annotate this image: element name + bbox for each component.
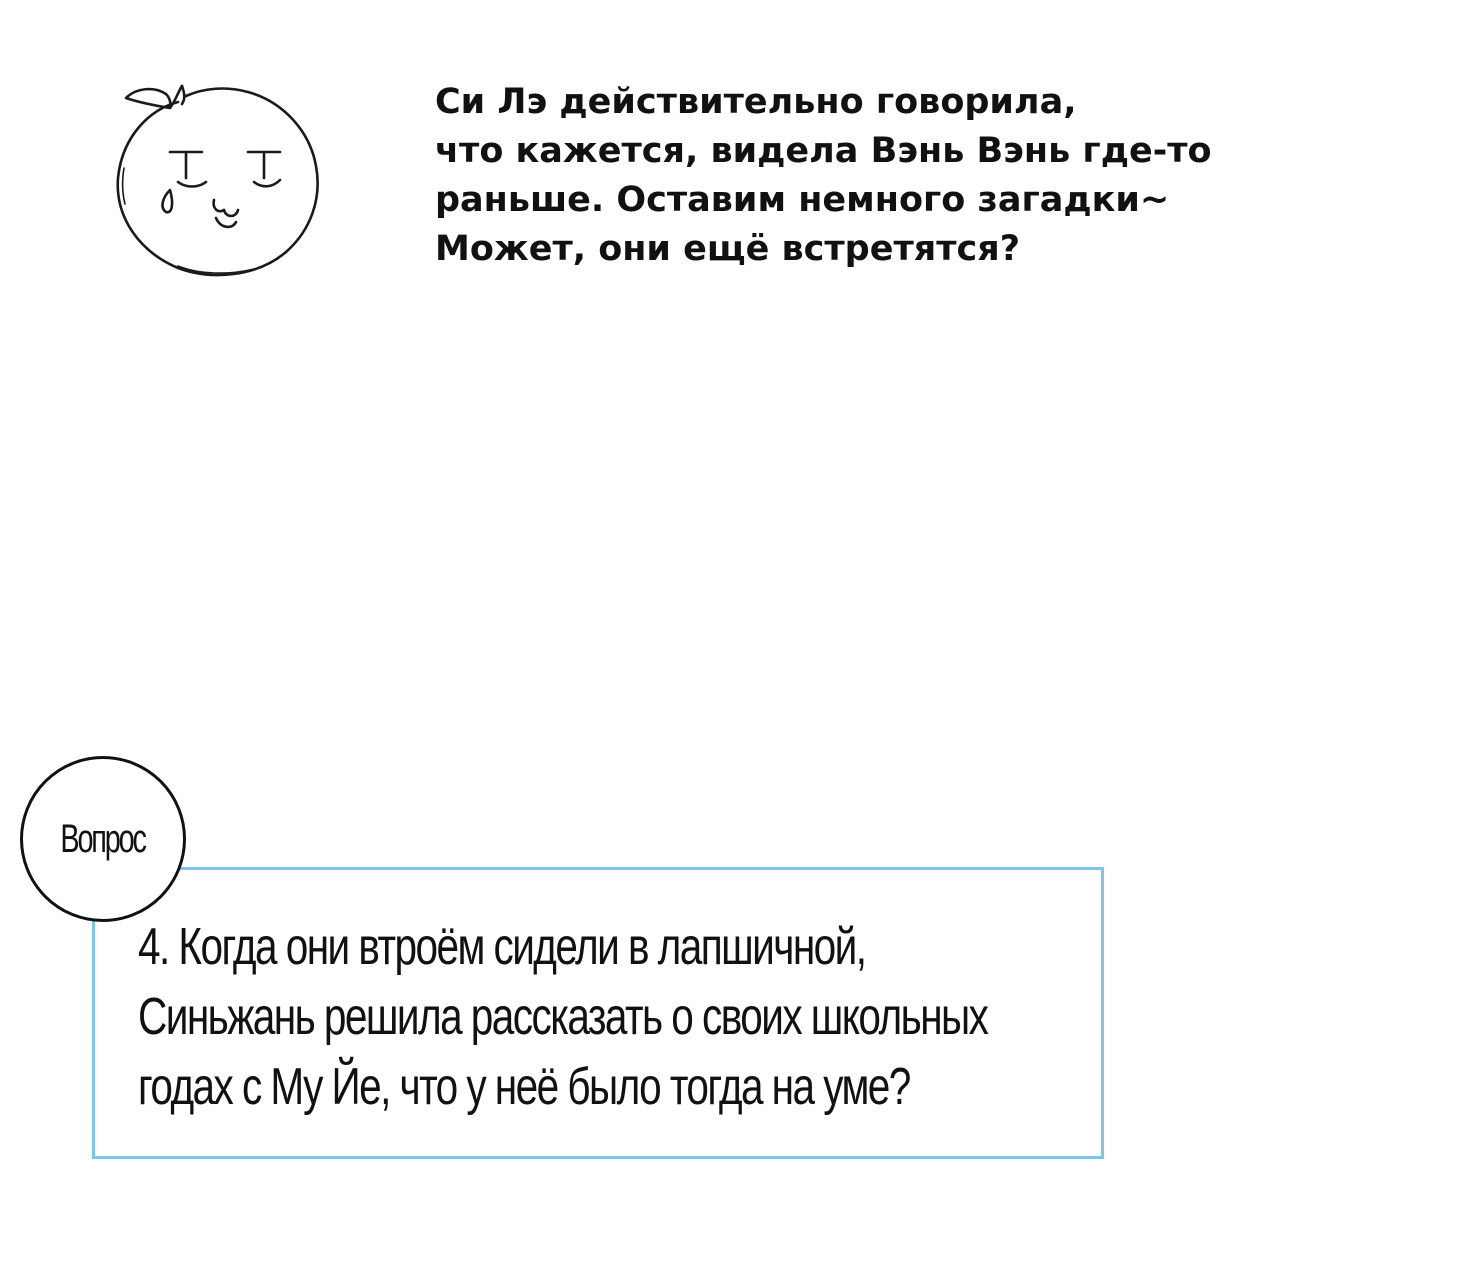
sad-orange-face-icon <box>108 80 328 285</box>
author-note-line-4: Может, они ещё встретятся? <box>435 229 1021 269</box>
question-text <box>138 912 988 1122</box>
question-badge-label: Вопрос <box>60 816 146 861</box>
question-line-1: 4. Когда они втроём сидели в лапшичной, <box>138 918 866 976</box>
question-line-2: Синьжань решила рассказать о своих школьных <box>138 988 988 1046</box>
author-note-line-1: Си Лэ действительно говорила, <box>435 82 1077 122</box>
question-line-3: годах с Му Йе, что у неё было тогда на уме? <box>138 1058 910 1116</box>
author-note-line-3: раньше. Оставим немного загадки~ <box>435 180 1170 220</box>
author-note <box>435 78 1395 274</box>
author-note-line-2: что кажется, видела Вэнь Вэнь где-то <box>435 131 1212 171</box>
question-badge <box>20 756 186 922</box>
